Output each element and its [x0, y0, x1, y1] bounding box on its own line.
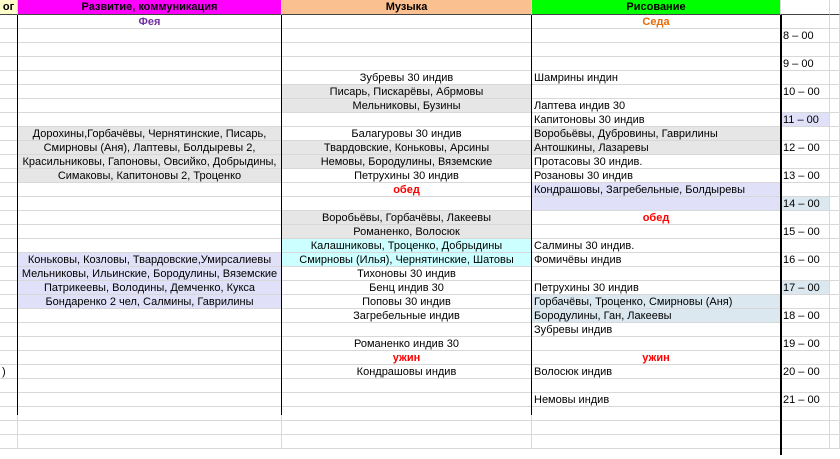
development-empty-cell[interactable] — [18, 421, 282, 435]
extra-empty-cell[interactable] — [830, 43, 840, 57]
left-cell[interactable] — [0, 211, 18, 225]
development-empty-cell[interactable] — [18, 239, 282, 253]
development-entry[interactable]: Дорохины,Горбачёвы, Чернятинские, Писарь, — [18, 127, 282, 141]
extra-empty-cell[interactable] — [830, 169, 840, 183]
drawing-entry[interactable]: Зубревы индив — [532, 323, 781, 337]
drawing-entry[interactable]: Кондрашовы, Загребельные, Болдыревы — [532, 183, 781, 197]
development-empty-cell[interactable] — [18, 85, 282, 99]
music-entry[interactable]: Загребельные индив — [282, 309, 532, 323]
time-empty-cell[interactable] — [781, 71, 830, 85]
music-entry[interactable]: Смирновы (Илья), Чернятинские, Шатовы — [282, 253, 532, 267]
time-slot[interactable]: 12 – 00 — [781, 141, 830, 155]
time-empty-cell[interactable] — [781, 435, 830, 449]
time-slot[interactable]: 14 – 00 — [781, 197, 830, 211]
drawing-empty-cell[interactable] — [532, 43, 781, 57]
time-empty-cell[interactable] — [781, 155, 830, 169]
development-empty-cell[interactable] — [18, 309, 282, 323]
development-empty-cell[interactable] — [18, 197, 282, 211]
extra-empty-cell[interactable] — [830, 421, 840, 435]
development-empty-cell[interactable] — [18, 99, 282, 113]
music-empty-cell[interactable] — [282, 57, 532, 71]
development-empty-cell[interactable] — [18, 337, 282, 351]
extra-empty-cell[interactable] — [830, 127, 840, 141]
development-empty-cell[interactable] — [18, 323, 282, 337]
drawing-empty-cell[interactable] — [532, 267, 781, 281]
extra-empty-cell[interactable] — [830, 379, 840, 393]
development-empty-cell[interactable] — [18, 365, 282, 379]
music-entry[interactable]: Кондрашовы индив — [282, 365, 532, 379]
extra-empty-cell[interactable] — [830, 15, 840, 29]
development-empty-cell[interactable] — [18, 29, 282, 43]
extra-empty-cell[interactable] — [830, 211, 840, 225]
header-drawing[interactable]: Рисование — [532, 0, 781, 15]
left-cell[interactable] — [0, 57, 18, 71]
drawing-entry[interactable]: Волосюк индив — [532, 365, 781, 379]
header-extra-cell[interactable] — [830, 0, 840, 15]
extra-empty-cell[interactable] — [830, 407, 840, 421]
music-empty-cell[interactable] — [282, 407, 532, 421]
music-empty-cell[interactable] — [282, 197, 532, 211]
development-entry[interactable]: Симаковы, Капитоновы 2, Троценко — [18, 169, 282, 183]
header-music[interactable]: Музыка — [282, 0, 532, 15]
header-time-cell[interactable] — [781, 0, 830, 15]
music-entry[interactable]: Балагуровы 30 индив — [282, 127, 532, 141]
music-empty-cell[interactable] — [282, 323, 532, 337]
left-cell[interactable] — [0, 197, 18, 211]
extra-empty-cell[interactable] — [830, 337, 840, 351]
extra-empty-cell[interactable] — [830, 435, 840, 449]
left-cell[interactable] — [0, 99, 18, 113]
time-empty-cell[interactable] — [781, 267, 830, 281]
drawing-entry[interactable]: Немовы индив — [532, 393, 781, 407]
extra-empty-cell[interactable] — [830, 141, 840, 155]
drawing-entry[interactable]: Антошкины, Лазаревы — [532, 141, 781, 155]
music-entry[interactable]: Калашниковы, Троценко, Добрыдины — [282, 239, 532, 253]
time-slot[interactable]: 13 – 00 — [781, 169, 830, 183]
drawing-empty-cell[interactable] — [532, 85, 781, 99]
drawing-entry[interactable]: Розановы 30 индив — [532, 169, 781, 183]
time-slot[interactable]: 9 – 00 — [781, 57, 830, 71]
music-entry[interactable]: Писарь, Пискарёвы, Абрмовы — [282, 85, 532, 99]
drawing-break-label[interactable]: обед — [532, 211, 781, 225]
time-slot[interactable]: 21 – 00 — [781, 393, 830, 407]
time-empty-cell[interactable] — [781, 99, 830, 113]
music-empty-cell[interactable] — [282, 421, 532, 435]
drawing-empty-cell[interactable] — [532, 421, 781, 435]
left-cell[interactable] — [0, 225, 18, 239]
time-slot[interactable]: 19 – 00 — [781, 337, 830, 351]
drawing-empty-cell[interactable] — [532, 57, 781, 71]
time-empty-cell[interactable] — [781, 379, 830, 393]
music-empty-cell[interactable] — [282, 379, 532, 393]
left-cell[interactable]: ) — [0, 365, 18, 379]
extra-empty-cell[interactable] — [830, 71, 840, 85]
music-entry[interactable]: Твардовские, Коньковы, Арсины — [282, 141, 532, 155]
left-cell[interactable] — [0, 43, 18, 57]
extra-empty-cell[interactable] — [830, 29, 840, 43]
drawing-entry[interactable]: Петрухины 30 индив — [532, 281, 781, 295]
development-entry[interactable]: Смирновы (Аня), Лаптевы, Болдыревы 2, — [18, 141, 282, 155]
time-empty-cell[interactable] — [781, 183, 830, 197]
development-empty-cell[interactable] — [18, 183, 282, 197]
extra-empty-cell[interactable] — [830, 57, 840, 71]
music-entry[interactable]: Зубревы 30 индив — [282, 71, 532, 85]
left-cell[interactable] — [0, 127, 18, 141]
development-empty-cell[interactable] — [18, 71, 282, 85]
music-drawing-divider — [531, 15, 532, 415]
development-empty-cell[interactable] — [18, 225, 282, 239]
drawing-empty-cell[interactable] — [532, 29, 781, 43]
music-entry[interactable]: Немовы, Бородулины, Вяземские — [282, 155, 532, 169]
left-cell[interactable] — [0, 393, 18, 407]
music-break-label[interactable]: ужин — [282, 351, 532, 365]
left-cell[interactable] — [0, 71, 18, 85]
left-cell[interactable] — [0, 85, 18, 99]
header-development[interactable]: Развитие, коммуникация — [18, 0, 282, 15]
music-empty-cell[interactable] — [282, 43, 532, 57]
time-empty-cell[interactable] — [781, 351, 830, 365]
extra-empty-cell[interactable] — [830, 281, 840, 295]
drawing-entry[interactable]: Фомичёвы индив — [532, 253, 781, 267]
time-slot[interactable]: 16 – 00 — [781, 253, 830, 267]
development-music-divider — [281, 15, 282, 415]
left-cell[interactable] — [0, 267, 18, 281]
music-entry[interactable]: Тихоновы 30 индив — [282, 267, 532, 281]
music-entry[interactable]: Поповы 30 индив — [282, 295, 532, 309]
music-empty-cell[interactable] — [282, 393, 532, 407]
time-empty-cell[interactable] — [781, 127, 830, 141]
music-entry[interactable]: Романенко индив 30 — [282, 337, 532, 351]
drawing-empty-cell[interactable] — [532, 225, 781, 239]
drawing-entry[interactable]: Воробьёвы, Дубровины, Гаврилины — [532, 127, 781, 141]
drawing-empty-cell[interactable] — [532, 407, 781, 421]
music-empty-cell[interactable] — [282, 435, 532, 449]
music-entry[interactable]: Бенц индив 30 — [282, 281, 532, 295]
drawing-empty-cell[interactable] — [532, 379, 781, 393]
extra-empty-cell[interactable] — [830, 113, 840, 127]
drawing-entry[interactable]: Шамрины индин — [532, 71, 781, 85]
subheader-drawing[interactable]: Седа — [532, 15, 781, 29]
left-cell[interactable] — [0, 141, 18, 155]
left-cell[interactable] — [0, 253, 18, 267]
time-slot[interactable]: 8 – 00 — [781, 29, 830, 43]
music-empty-cell[interactable] — [282, 29, 532, 43]
left-cell[interactable] — [0, 169, 18, 183]
extra-empty-cell[interactable] — [830, 295, 840, 309]
development-empty-cell[interactable] — [18, 351, 282, 365]
extra-empty-cell[interactable] — [830, 85, 840, 99]
music-break-label[interactable]: обед — [282, 183, 532, 197]
development-empty-cell[interactable] — [18, 379, 282, 393]
time-slot[interactable]: 18 – 00 — [781, 309, 830, 323]
left-cell[interactable] — [0, 379, 18, 393]
music-entry[interactable]: Воробьёвы, Горбачёвы, Лакеевы — [282, 211, 532, 225]
drawing-entry[interactable] — [532, 197, 781, 211]
left-cell[interactable] — [0, 155, 18, 169]
header-left-cell[interactable]: ог — [0, 0, 18, 15]
extra-empty-cell[interactable] — [830, 365, 840, 379]
development-entry[interactable]: Мельниковы, Ильинские, Бородулины, Вяземские — [18, 267, 282, 281]
extra-empty-cell[interactable] — [830, 239, 840, 253]
drawing-empty-cell[interactable] — [532, 435, 781, 449]
extra-empty-cell[interactable] — [830, 393, 840, 407]
left-cell[interactable] — [0, 239, 18, 253]
drawing-entry[interactable]: Протасовы 30 индив. — [532, 155, 781, 169]
development-empty-cell[interactable] — [18, 407, 282, 421]
extra-empty-cell[interactable] — [830, 253, 840, 267]
drawing-entry[interactable]: Лаптева индив 30 — [532, 99, 781, 113]
time-slot[interactable]: 20 – 00 — [781, 365, 830, 379]
development-entry[interactable]: Коньковы, Козловы, Твардовские,Умирсалиевы — [18, 253, 282, 267]
development-empty-cell[interactable] — [18, 211, 282, 225]
extra-empty-cell[interactable] — [830, 155, 840, 169]
development-empty-cell[interactable] — [18, 57, 282, 71]
development-empty-cell[interactable] — [18, 113, 282, 127]
extra-empty-cell[interactable] — [830, 267, 840, 281]
time-slot[interactable]: 15 – 00 — [781, 225, 830, 239]
left-cell[interactable] — [0, 183, 18, 197]
left-cell[interactable] — [0, 351, 18, 365]
drawing-break-label[interactable]: ужин — [532, 351, 781, 365]
time-empty-cell[interactable] — [781, 239, 830, 253]
extra-empty-cell[interactable] — [830, 351, 840, 365]
extra-empty-cell[interactable] — [830, 323, 840, 337]
left-cell[interactable] — [0, 323, 18, 337]
drawing-empty-cell[interactable] — [532, 337, 781, 351]
music-empty-cell[interactable] — [282, 15, 532, 29]
time-empty-cell[interactable] — [781, 295, 830, 309]
drawing-entry[interactable]: Капитоновы 30 индив — [532, 113, 781, 127]
left-cell[interactable] — [0, 309, 18, 323]
left-cell[interactable] — [0, 281, 18, 295]
time-empty-cell[interactable] — [781, 407, 830, 421]
time-slot[interactable]: 11 – 00 — [781, 113, 830, 127]
extra-empty-cell[interactable] — [830, 183, 840, 197]
extra-empty-cell[interactable] — [830, 225, 840, 239]
extra-empty-cell[interactable] — [830, 309, 840, 323]
left-cell[interactable] — [0, 407, 18, 421]
left-cell[interactable] — [0, 435, 18, 449]
subheader-development[interactable]: Фея — [18, 15, 282, 29]
left-column-divider — [17, 15, 18, 415]
development-entry[interactable]: Бондаренко 2 чел, Салмины, Гаврилины — [18, 295, 282, 309]
music-empty-cell[interactable] — [282, 113, 532, 127]
drawing-entry[interactable]: Салмины 30 индив. — [532, 239, 781, 253]
left-cell[interactable] — [0, 29, 18, 43]
time-slot[interactable]: 10 – 00 — [781, 85, 830, 99]
development-entry[interactable]: Красильниковы, Гапоновы, Овсийко, Добрыдины, — [18, 155, 282, 169]
left-cell[interactable] — [0, 113, 18, 127]
time-empty-cell[interactable] — [781, 421, 830, 435]
extra-empty-cell[interactable] — [830, 197, 840, 211]
extra-empty-cell[interactable] — [830, 99, 840, 113]
time-empty-cell[interactable] — [781, 211, 830, 225]
development-empty-cell[interactable] — [18, 435, 282, 449]
time-empty-cell[interactable] — [781, 323, 830, 337]
left-cell[interactable] — [0, 337, 18, 351]
left-cell[interactable] — [0, 15, 18, 29]
development-entry[interactable]: Патрикеевы, Володины, Демченко, Кукса — [18, 281, 282, 295]
music-entry[interactable]: Мельниковы, Бузины — [282, 99, 532, 113]
drawing-entry[interactable]: Бородулины, Ган, Лакеевы — [532, 309, 781, 323]
music-entry[interactable]: Петрухины 30 индив — [282, 169, 532, 183]
drawing-time-divider — [780, 15, 782, 455]
drawing-entry[interactable]: Горбачёвы, Троценко, Смирновы (Аня) — [532, 295, 781, 309]
time-slot[interactable]: 17 – 00 — [781, 281, 830, 295]
time-empty-cell[interactable] — [781, 43, 830, 57]
development-empty-cell[interactable] — [18, 43, 282, 57]
music-entry[interactable]: Романенко, Волосюк — [282, 225, 532, 239]
left-cell[interactable] — [0, 421, 18, 435]
left-cell[interactable] — [0, 295, 18, 309]
development-empty-cell[interactable] — [18, 393, 282, 407]
time-empty-cell[interactable] — [781, 15, 830, 29]
